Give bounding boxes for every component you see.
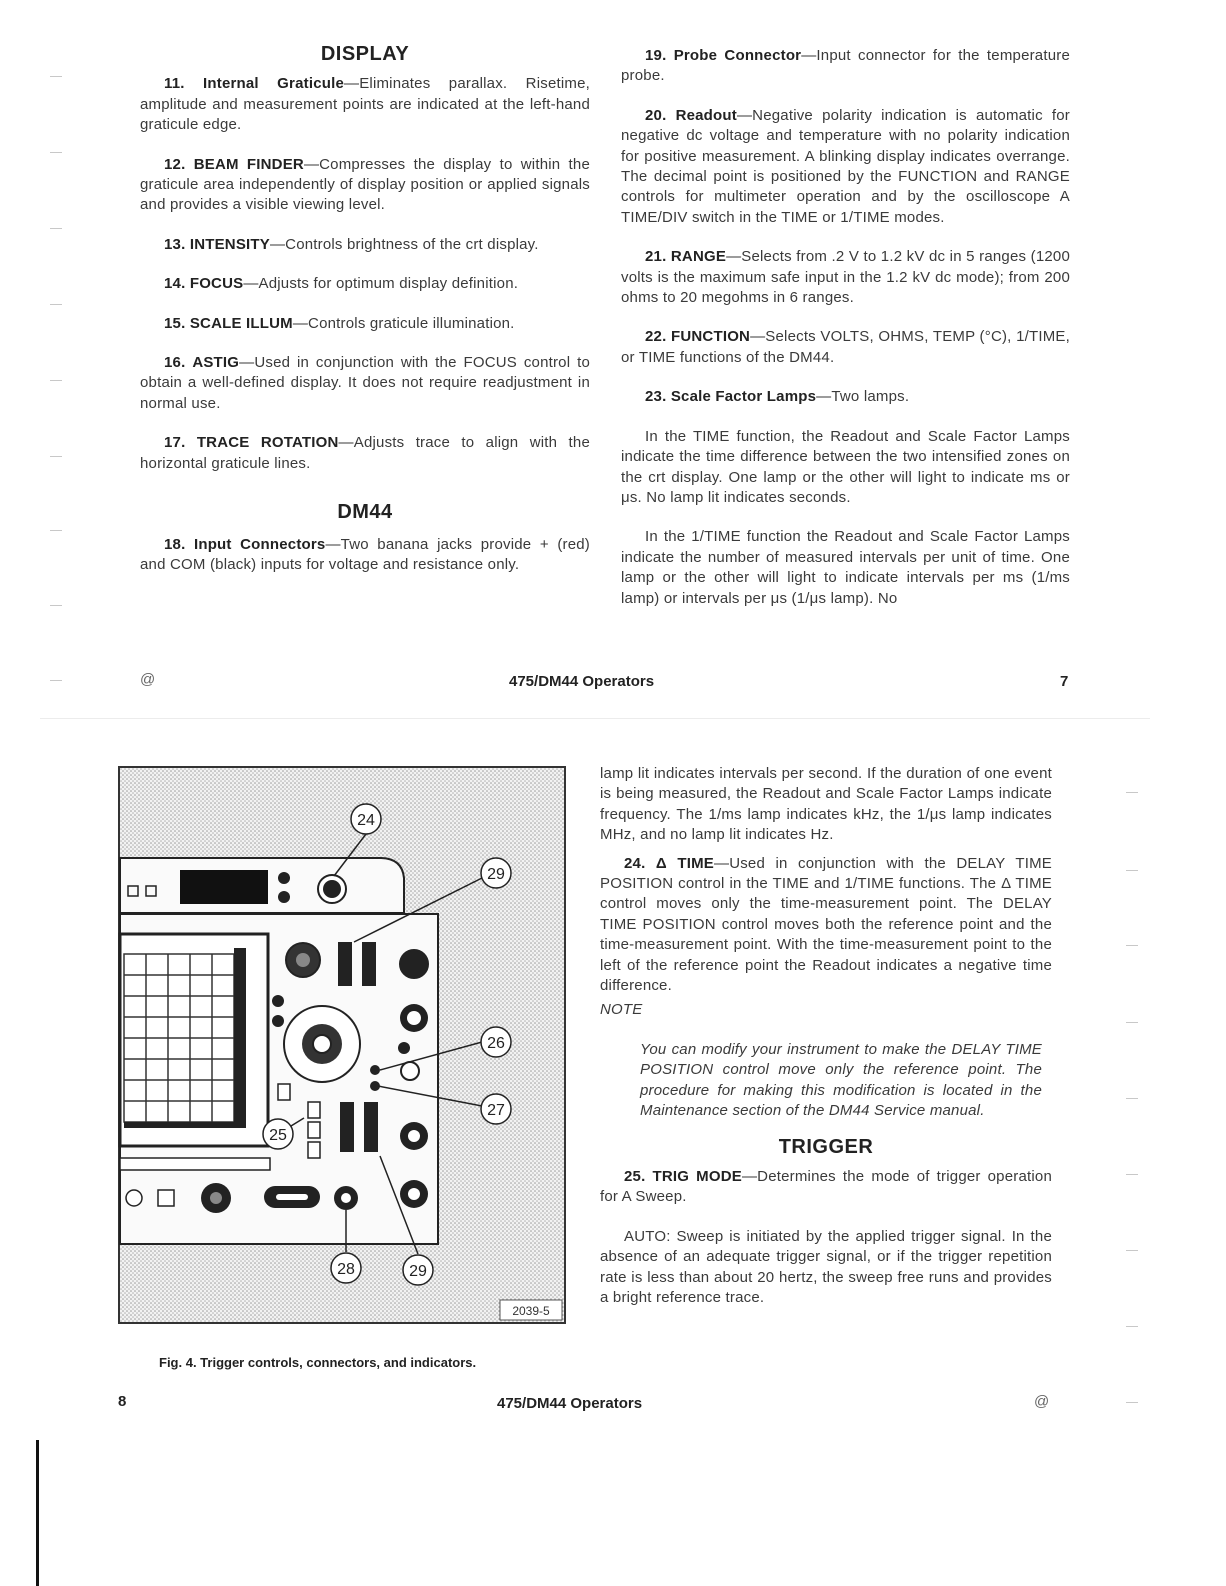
callout-25 [263, 1119, 293, 1149]
page8-footer-right: @ [1034, 1393, 1050, 1410]
page7-right-column [621, 46, 1070, 628]
callout-24 [351, 804, 381, 834]
margin-tick [50, 304, 62, 305]
para-1time-function: In the 1/TIME function the Readout and Scale Factor Lamps indicate the number of measured intervals per unit of time. One lamp or the other will light to indicate intervals per ms (1/ms lamp) or intervals per μs (1/μs lamp). No [621, 528, 1070, 607]
margin-tick [50, 680, 62, 681]
indicator-lamp [272, 1015, 284, 1027]
delta-time-knob-center [323, 880, 341, 898]
margin-tick [1126, 1022, 1138, 1023]
note-text: You can modify your instrument to make the DELAY TIME POSITION control move only the reference point. The procedure for making this modification is located in the Maintenance section of the DM44 Service manual. [640, 1040, 1042, 1120]
margin-tick [50, 456, 62, 457]
para-auto: AUTO: Sweep is initiated by the applied trigger signal. In the absence of an adequate trigger signal, or if the trigger repetition rate is less than about 20 hertz, the sweep free runs and provides a bright reference trace. [600, 1227, 1052, 1306]
svg-text:25: 25 [269, 1127, 287, 1144]
item-25: 25. TRIG MODE—Determines the mode of trigger operation for A Sweep. [600, 1167, 1052, 1206]
callout-28 [331, 1253, 361, 1283]
item-12: 12. BEAM FINDER—Compresses the display to within the graticule area independently of display position or applied signals and provides a visible viewing level. [140, 155, 591, 214]
item-21: 21. RANGE—Selects from .2 V to 1.2 kV dc in 5 ranges (1200 volts is the maximum safe input in the 1.2 kV dc mode); from 200 ohms to 20 megohms in 6 ranges. [621, 248, 1070, 307]
panel-knob [400, 950, 428, 978]
margin-tick [1126, 1250, 1138, 1251]
item-16: 16. ASTIG—Used in conjunction with the FOCUS control to obtain a well-defined display. It does not require readjustment in normal use. [140, 354, 591, 412]
svg-text:29: 29 [409, 1263, 427, 1280]
bottom-button-square [158, 1190, 174, 1206]
margin-tick [50, 228, 62, 229]
margin-tick [1126, 792, 1138, 793]
note-title: NOTE [600, 1001, 643, 1019]
page-edge-line [36, 1440, 39, 1586]
readout-window [180, 870, 268, 904]
page7-left-column [140, 44, 590, 594]
item-24: 24. Δ TIME—Used in conjunction with the DELAY TIME POSITION control in the TIME and 1/TIME functions. The Δ TIME control moves only the time-measurement point. The DELAY TIME POSITION control moves both the reference point and the time-measurement point. With the time-measurement point to the left of the reference point the Readout indicates a negative time difference. [600, 854, 1053, 995]
svg-text:29: 29 [487, 866, 505, 883]
svg-text:28: 28 [337, 1261, 355, 1278]
range-switch [362, 942, 376, 986]
crt-graticule [124, 954, 234, 1122]
figure-id-box [500, 1300, 562, 1320]
margin-tick [1126, 1174, 1138, 1175]
para-time-function: In the TIME function, the Readout and Scale Factor Lamps indicate the time difference between the two intensified zones on the crt display. One lamp or the other will light to indicate ms or μs. No lamp lit indicates seconds. [621, 427, 1070, 506]
margin-tick [1126, 1326, 1138, 1327]
page7-footer-title: 475/DM44 Operators [509, 673, 655, 690]
bottom-rail [120, 1158, 270, 1170]
item-15: 15. SCALE ILLUM—Controls graticule illumination. [164, 314, 515, 332]
callout-29-bottom [403, 1255, 433, 1285]
bottom-button-round [126, 1190, 142, 1206]
page7-page-number: 7 [1060, 673, 1069, 690]
page-separator [40, 718, 1150, 719]
svg-text:2039-5: 2039-5 [512, 1304, 550, 1318]
display-heading: DISPLAY [320, 43, 410, 65]
margin-tick [50, 152, 62, 153]
callout-29-top [481, 858, 511, 888]
trigger-controls-figure [118, 766, 568, 1326]
item-22: 22. FUNCTION—Selects VOLTS, OHMS, TEMP (°C), 1/TIME, or TIME functions of the DM44. [621, 328, 1070, 366]
callout-26 [481, 1027, 511, 1057]
svg-text:27: 27 [487, 1102, 505, 1119]
callout-27 [481, 1094, 511, 1124]
item-11: 11. Internal Graticule—Eliminates parallax. Risetime, amplitude and measurement points are indicated at the left-hand graticule edge. [140, 75, 590, 134]
item-20: 20. Readout—Negative polarity indication is automatic for negative dc voltage and temperature with no polarity indication for positive measurement. A blinking display indicates overrange. The decimal point is positioned by the FUNCTION and RANGE controls for multimeter operation and by the oscilloscope A TIME/DIV switch in the TIME or 1/TIME modes. [621, 106, 1070, 226]
svg-text:24: 24 [357, 812, 375, 829]
function-knob-center [296, 953, 310, 967]
margin-tick [1126, 870, 1138, 871]
position-knob-cap [313, 1035, 331, 1053]
dm44-heading: DM44 [337, 501, 393, 524]
svg-text:26: 26 [487, 1035, 505, 1052]
margin-tick [1126, 945, 1138, 946]
page7-footer-left: @ [140, 671, 156, 688]
item-17: 17. TRACE ROTATION—Adjusts trace to align with the horizontal graticule lines. [140, 434, 590, 472]
scale-factor-lamp [278, 891, 290, 903]
item-13: 13. INTENSITY—Controls brightness of the crt display. [164, 235, 539, 253]
scale-factor-lamp [278, 872, 290, 884]
indicator-lamp [272, 995, 284, 1007]
item-19: 19. Probe Connector—Input connector for the temperature probe. [621, 47, 1070, 85]
trig-mode-switch [340, 1102, 354, 1152]
item-18: 18. Input Connectors—Two banana jacks provide + (red) and COM (black) inputs for voltage and resistance only. [140, 535, 590, 573]
panel-knob [398, 1042, 410, 1054]
margin-tick [1126, 1402, 1138, 1403]
margin-tick [50, 530, 62, 531]
figure-caption: Fig. 4. Trigger controls, connectors, and indicators. [159, 1355, 477, 1370]
page8-right-column [600, 764, 1052, 1327]
page8-page-number: 8 [118, 1393, 127, 1410]
range-switch [338, 942, 352, 986]
margin-tick [50, 380, 62, 381]
item-23: 23. Scale Factor Lamps—Two lamps. [645, 388, 910, 406]
panel-knob [401, 1062, 419, 1080]
margin-tick [1126, 1098, 1138, 1099]
item-14: 14. FOCUS—Adjusts for optimum display definition. [164, 275, 519, 293]
margin-tick [50, 76, 62, 77]
trigger-lamp [370, 1065, 380, 1075]
page8-footer-title: 475/DM44 Operators [497, 1395, 643, 1412]
trigger-heading: TRIGGER [778, 1135, 874, 1158]
trig-mode-switch [364, 1102, 378, 1152]
margin-tick [50, 605, 62, 606]
para-continued: lamp lit indicates intervals per second. If the duration of one event is being measured, the Readout and Scale Factor Lamps indicate frequency. The 1/ms lamp indicates kHz, the 1/μs lamp indicates MHz, and no lamp lit indicates Hz. [600, 765, 1052, 844]
